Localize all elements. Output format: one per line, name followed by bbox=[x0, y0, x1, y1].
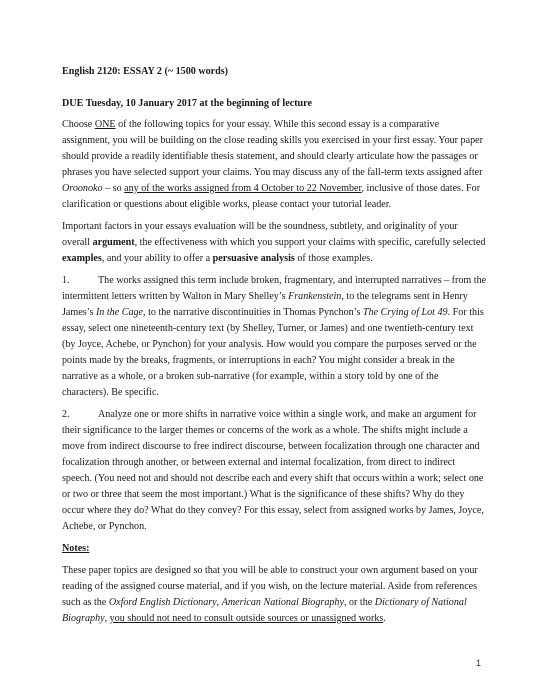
topic-1 bbox=[62, 273, 487, 401]
topic-1-text: , to the narrative discontinuities in Thomas Pynchon’s bbox=[143, 307, 363, 318]
page-number: 1 bbox=[475, 658, 481, 668]
intro-text: , inclusive of those dates. For clarification or questions about eligible works, please contact your tutorial leader. bbox=[62, 183, 481, 210]
intro-date-range: any of the works assigned from 4 October to 22 November bbox=[124, 183, 362, 194]
notes-dnb: Dictionary of National Biography bbox=[62, 597, 467, 624]
topic-1-text: The works assigned this term include broken, fragmentary, and interrupted narratives – from the intermittent letters written by Walton in Mary Shelley’s bbox=[62, 275, 487, 302]
factors-text: , and your ability to offer a bbox=[101, 253, 213, 264]
intro-text: Choose bbox=[62, 119, 95, 130]
topic-2 bbox=[62, 407, 487, 535]
notes-text: , bbox=[104, 613, 110, 624]
notes-heading: Notes: bbox=[62, 543, 90, 554]
factors-paragraph bbox=[62, 219, 487, 267]
notes-text: , or the bbox=[343, 597, 375, 608]
topic-1-frankenstein: Frankenstein bbox=[288, 291, 342, 302]
intro-oroonoko: Oroonoko bbox=[62, 183, 103, 194]
notes-text: , bbox=[216, 597, 222, 608]
notes-text: . bbox=[383, 613, 386, 624]
document-body bbox=[62, 64, 487, 633]
topic-1-in-the-cage: In the Cage bbox=[95, 307, 144, 318]
topic-1-number: 1. bbox=[62, 275, 70, 286]
essay-title: English 2120: ESSAY 2 (~ 1500 words) bbox=[62, 66, 229, 77]
intro-one-emphasis: ONE bbox=[94, 119, 116, 130]
factors-text: , the effectiveness with which you support your claims with specific, carefully selected bbox=[134, 237, 486, 248]
intro-text: – so bbox=[102, 183, 125, 194]
topic-2-text: Analyze one or more shifts in narrative voice within a single work, and make an argument for their significance to the larger themes or concerns of the work as a whole. The shifts might include a move from indirect discourse to free indirect discourse, between focalization through one character and focalization through another, or between external and internal focalization, from direct to indirect speech. (You need not and should not describe each and every shift that occurs within a work; select one or two or three that seem the most important.) What is the significance of these shifts? Why do they occur where they do? What do they convey? For this essay, select from assigned works by James, Joyce, Achebe, or Pynchon. bbox=[62, 409, 484, 532]
notes-oed: Oxford English Dictionary bbox=[108, 597, 217, 608]
due-date: DUE Tuesday, 10 January 2017 at the beginning of lecture bbox=[62, 98, 312, 109]
factors-examples: examples bbox=[62, 253, 102, 264]
factors-persuasive-analysis: persuasive analysis bbox=[212, 253, 295, 264]
topic-2-number: 2. bbox=[62, 409, 70, 420]
topic-1-text: . For this essay, select one nineteenth-century text (by Shelley, Turner, or James) and one twentieth-century text (by Joyce, Achebe, or Pynchon) for your analysis. How would you compare the purposes served or the points made by the breaks, fragments, or interruptions in each? You might consider a break in the narrative as a whole, or a broken sub-narrative (for example, within a story told by one of the characters). Be specific. bbox=[62, 307, 484, 398]
notes-no-outside-sources: you should not need to consult outside sources or unassigned works bbox=[109, 613, 384, 624]
intro-paragraph bbox=[62, 117, 487, 213]
notes-paragraph bbox=[62, 563, 487, 627]
factors-argument: argument bbox=[92, 237, 135, 248]
topic-1-crying-of-lot-49: The Crying of Lot 49 bbox=[362, 307, 448, 318]
intro-text: of the following topics for your essay. While this second essay is a comparative assignment, you will be building on the close reading skills you exercised in your first essay. Your paper should provide a readily identifiable thesis statement, and should clearly articulate how the passages or phrases you have selected support your claims. You may discuss any of the fall-term texts assigned after bbox=[62, 119, 483, 178]
topic-1-text: , to the telegrams sent in Henry James’s bbox=[62, 291, 468, 318]
notes-text: These paper topics are designed so that you will be able to construct your own argument based on your reading of the assigned course material, and if you wish, on the lecture material. Aside from references such as the bbox=[62, 565, 478, 608]
factors-text: Important factors in your essays evaluation will be the soundness, subtlety, and originality of your overall bbox=[62, 221, 458, 248]
notes-anb: American National Biography bbox=[221, 597, 344, 608]
factors-text: of those examples. bbox=[294, 253, 373, 264]
